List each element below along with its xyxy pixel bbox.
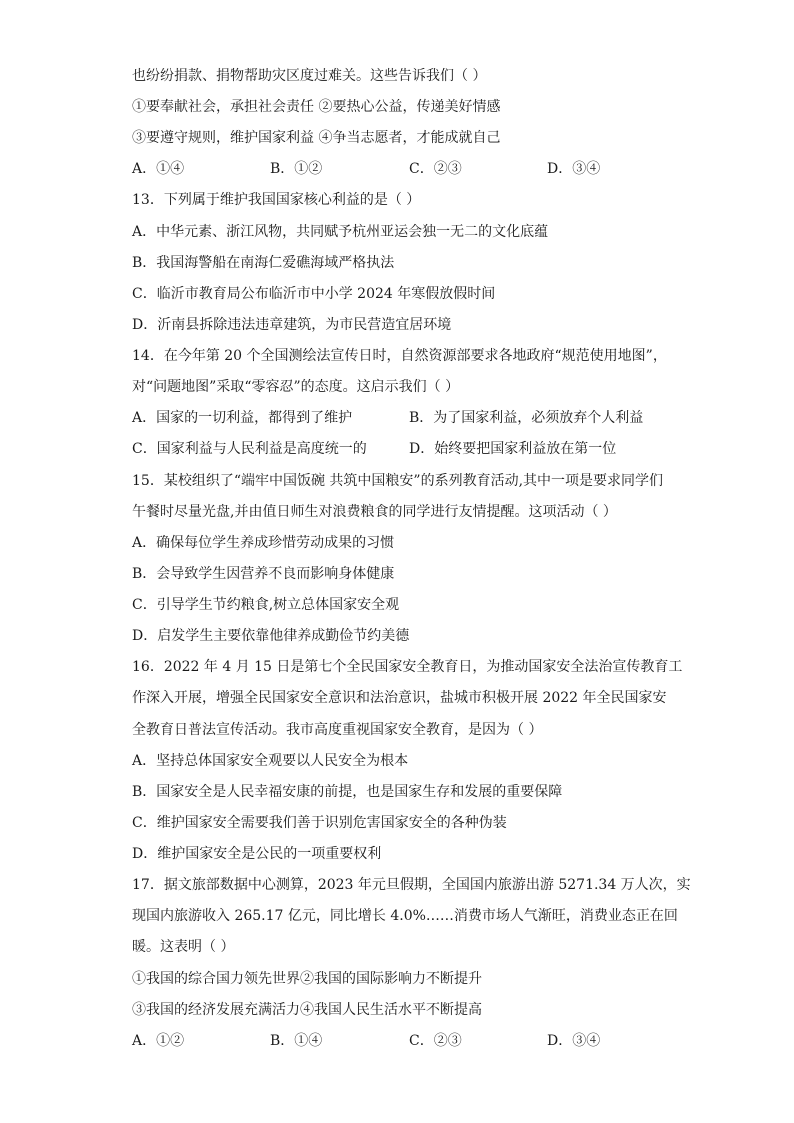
q17-stem-line-1: 17．据文旅部数据中心测算，2023 年元旦假期，全国国内旅游出游 5271.34 万人次，实: [132, 877, 691, 893]
q15-stem-line-2: 午餐时尽量光盘,并由值日师生对浪费粮食的同学进行友情提醒。这项活动（ ）: [132, 504, 617, 520]
q13-option-c: C．临沂市教育局公布临沂市中小学 2024 年寒假放假时间: [132, 286, 496, 302]
q16-stem-line-2: 作深入开展，增强全民国家安全意识和法治意识，盐城市积极开展 2022 年全民国家安: [132, 690, 667, 706]
q13-stem: 13．下列属于维护我国国家核心利益的是（ ）: [132, 192, 421, 208]
q17-stem-line-3: 暖。这表明（ ）: [132, 939, 235, 955]
q17-option-b: B．①④: [270, 1033, 323, 1049]
q16-option-a: A．坚持总体国家安全观要以人民安全为根本: [132, 753, 409, 769]
q17-option-a: A．①②: [132, 1033, 185, 1049]
q17-option-d: D．③④: [547, 1033, 601, 1049]
q14-options-row-2: [132, 439, 672, 459]
q15-option-b: B．会导致学生因营养不良而影响身体健康: [132, 566, 395, 582]
q16-option-d: D．维护国家安全是公民的一项重要权利: [132, 846, 382, 862]
q12-option-a: A．①④: [132, 161, 185, 177]
q15-option-a: A．确保每位学生养成珍惜劳动成果的习惯: [132, 535, 395, 551]
q16-option-b: B．国家安全是人民幸福安康的前提，也是国家生存和发展的重要保障: [132, 784, 563, 800]
q12-option-d: D．③④: [547, 161, 601, 177]
q16-stem-line-3: 全教育日普法宣传活动。我市高度重视国家安全教育，是因为（ ）: [132, 722, 543, 738]
q15-option-d: D．启发学生主要依靠他律养成勤俭节约美德: [132, 628, 410, 644]
q14-option-c: C．国家利益与人民利益是高度统一的: [132, 441, 367, 457]
q17-stem-line-2: 现国内旅游收入 265.17 亿元，同比增长 4.0%……消费市场人气渐旺，消费业态正在回: [132, 908, 678, 924]
q17-statement-1-2: ①我国的综合国力领先世界②我国的国际影响力不断提升: [132, 971, 482, 987]
q12-statement-1-2: ①要奉献社会，承担社会责任 ②要热心公益，传递美好情感: [132, 99, 501, 115]
q16-option-c: C．维护国家安全需要我们善于识别危害国家安全的各种伪装: [132, 815, 507, 831]
q12-option-b: B．①②: [270, 161, 323, 177]
q12-options: [132, 159, 672, 179]
q15-stem-line-1: 15．某校组织了“端牢中国饭碗 共筑中国粮安”的系列教育活动,其中一项是要求同学们: [132, 473, 664, 489]
q12-option-c: C．②③: [409, 161, 462, 177]
q14-option-d: D．始终要把国家利益放在第一位: [409, 441, 617, 457]
q17-statement-3-4: ③我国的经济发展充满活力④我国人民生活水平不断提高: [132, 1002, 482, 1018]
q14-option-b: B．为了国家利益，必须放弃个人利益: [409, 410, 644, 426]
q13-option-a: A．中华元素、浙江风物，共同赋予杭州亚运会独一无二的文化底蕴: [132, 224, 549, 240]
q14-options-row-1: [132, 408, 672, 428]
q14-stem-line-2: 对“问题地图”采取“零容忍”的态度。这启示我们（ ）: [132, 379, 460, 395]
q15-option-c: C．引导学生节约粮食,树立总体国家安全观: [132, 597, 400, 613]
q17-option-c: C．②③: [409, 1033, 462, 1049]
q13-option-d: D．沂南县拆除违法违章建筑，为市民营造宜居环境: [132, 317, 452, 333]
q12-statement-3-4: ③要遵守规则，维护国家利益 ④争当志愿者，才能成就自己: [132, 130, 501, 146]
q13-option-b: B．我国海警船在南海仁爱礁海域严格执法: [132, 255, 395, 271]
q16-stem-line-1: 16．2022 年 4 月 15 日是第七个全民国家安全教育日，为推动国家安全法治宣传教育工: [132, 659, 683, 675]
q14-option-a: A．国家的一切利益，都得到了维护: [132, 410, 353, 426]
q12-stem-tail: 也纷纷捐款、捐物帮助灾区度过难关。这些告诉我们（ ）: [132, 68, 487, 84]
q17-options: [132, 1031, 672, 1051]
q14-stem-line-1: 14．在今年第 20 个全国测绘法宣传日时，自然资源部要求各地政府“规范使用地图”，: [132, 348, 667, 364]
